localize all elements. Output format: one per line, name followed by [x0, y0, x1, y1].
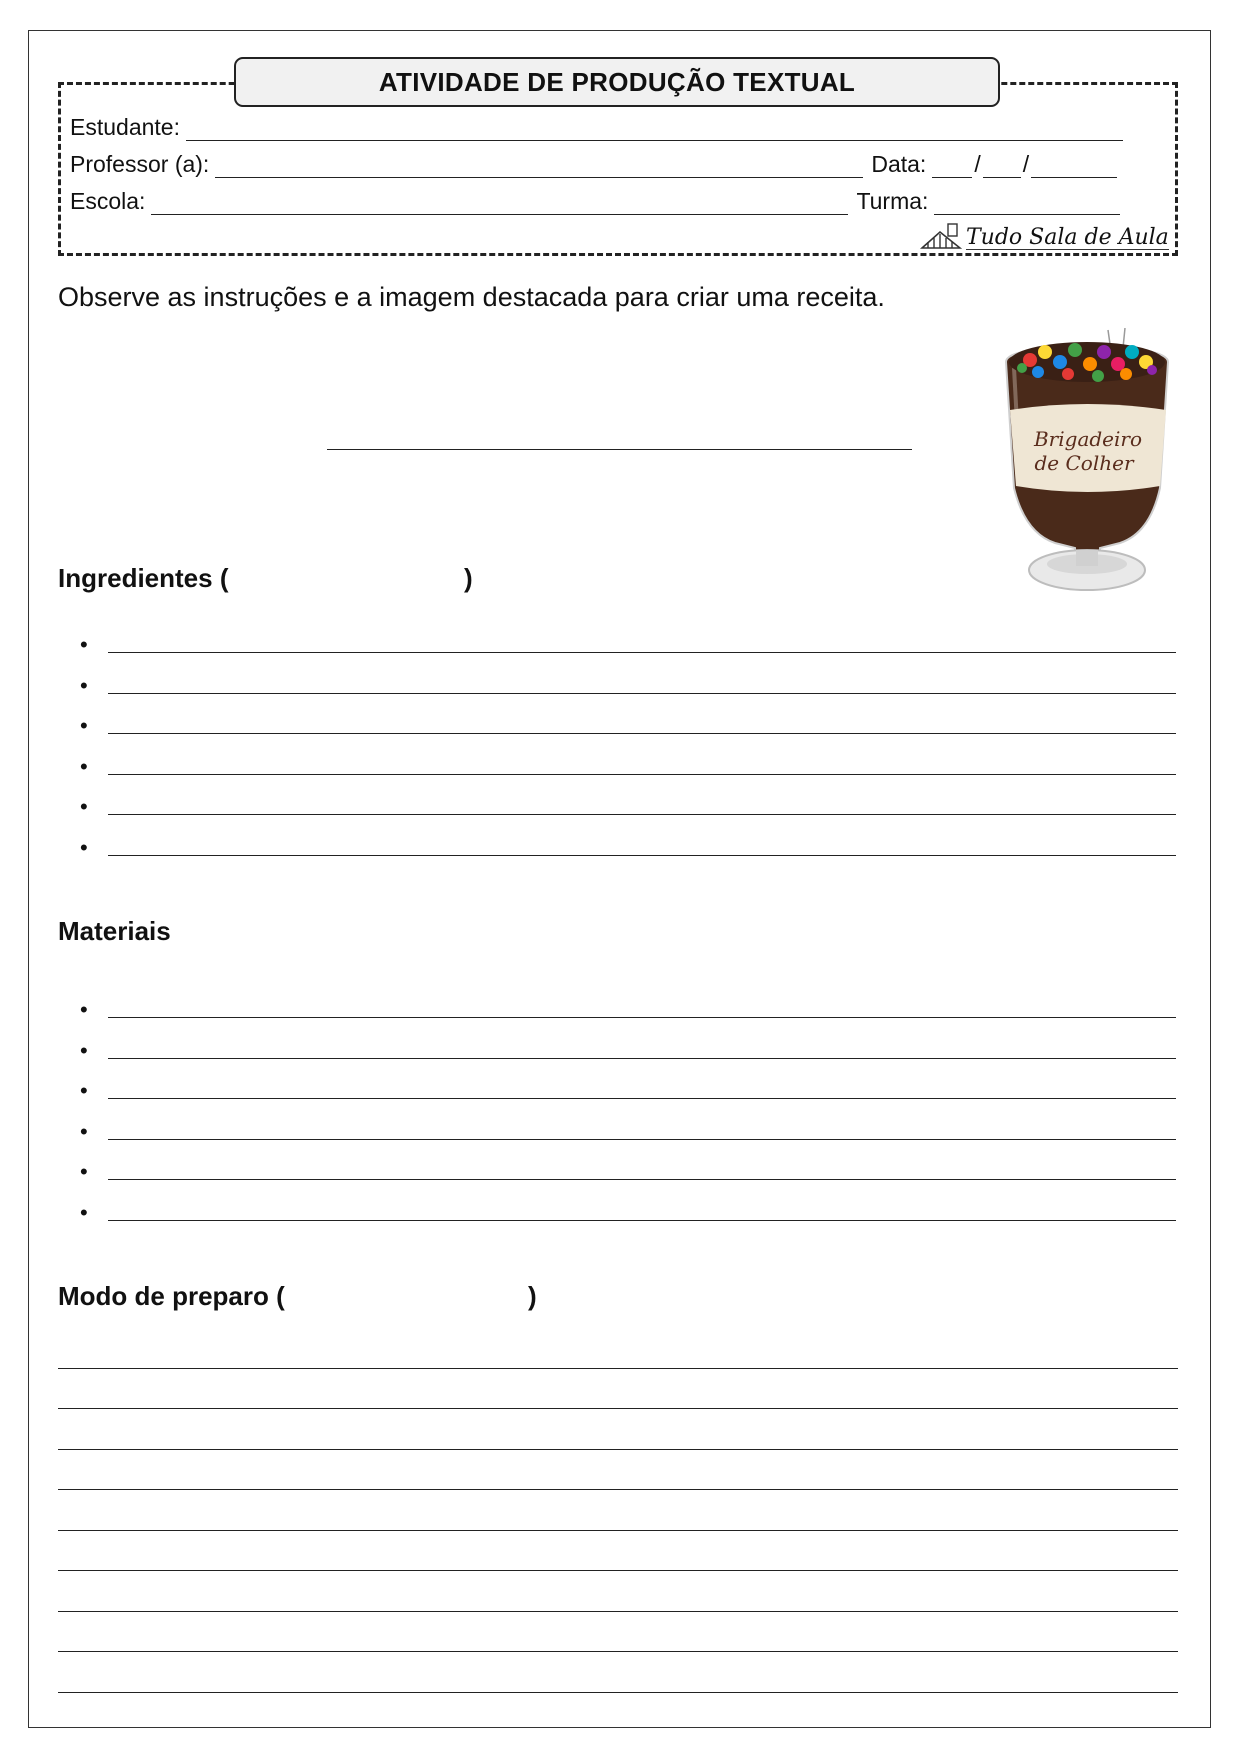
list-item	[80, 1034, 1180, 1075]
logo-text: Tudo Sala de Aula	[966, 225, 1169, 250]
ingredient-line[interactable]	[108, 693, 1176, 694]
student-field[interactable]	[186, 118, 1123, 141]
school-building-icon	[920, 222, 962, 250]
list-item	[80, 750, 1180, 791]
student-row	[70, 114, 1123, 141]
date-day-field[interactable]	[932, 155, 972, 178]
list-item	[80, 993, 1180, 1034]
material-line[interactable]	[108, 1017, 1176, 1018]
list-item	[80, 790, 1180, 831]
school-row	[70, 188, 1120, 215]
school-field[interactable]	[151, 192, 848, 215]
preparation-paren-close: )	[528, 1281, 537, 1311]
list-item	[80, 1155, 1180, 1196]
preparation-heading: Modo de preparo (	[58, 1281, 285, 1311]
ingredient-line[interactable]	[108, 652, 1176, 653]
image-label-line2: de Colher	[1034, 451, 1134, 475]
image-label-line1: Brigadeiro	[1033, 427, 1143, 451]
class-field[interactable]	[934, 192, 1120, 215]
preparation-line[interactable]	[58, 1571, 1178, 1612]
preparation-line[interactable]	[58, 1531, 1178, 1572]
list-item	[80, 1074, 1180, 1115]
bullet: •	[80, 997, 88, 1022]
preparation-lines	[58, 1328, 1178, 1693]
material-line[interactable]	[108, 1179, 1176, 1180]
teacher-field[interactable]	[215, 155, 863, 178]
material-line[interactable]	[108, 1058, 1176, 1059]
bullet: •	[80, 1118, 88, 1144]
list-item	[80, 709, 1180, 750]
bullet: •	[80, 834, 88, 860]
materials-heading: Materiais	[58, 916, 171, 946]
school-label: Escola:	[70, 188, 146, 214]
student-label: Estudante:	[70, 114, 180, 140]
date-separator: /	[1022, 151, 1030, 177]
ingredient-line[interactable]	[108, 855, 1176, 856]
bullet: •	[80, 753, 88, 779]
list-item	[80, 1115, 1180, 1156]
bullet: •	[80, 1159, 88, 1184]
bullet: •	[80, 672, 88, 698]
ingredient-line[interactable]	[108, 733, 1176, 734]
preparation-line[interactable]	[58, 1409, 1178, 1450]
bullet: •	[80, 632, 88, 657]
recipe-title-field[interactable]	[327, 449, 912, 450]
class-label: Turma:	[856, 188, 929, 214]
material-line[interactable]	[108, 1139, 1176, 1140]
bullet: •	[80, 1078, 88, 1103]
list-item	[80, 628, 1180, 669]
preparation-line[interactable]	[58, 1369, 1178, 1410]
date-field[interactable]	[932, 151, 1117, 178]
logo	[920, 222, 1169, 250]
list-item	[80, 669, 1180, 710]
ingredients-heading: Ingredientes (	[58, 563, 229, 593]
preparation-line[interactable]	[58, 1450, 1178, 1491]
preparation-line[interactable]	[58, 1652, 1178, 1693]
instruction-text: Observe as instruções e a imagem destacada para criar uma receita.	[58, 282, 885, 312]
material-line[interactable]	[108, 1098, 1176, 1099]
bullet: •	[80, 794, 88, 819]
bullet: •	[80, 1199, 88, 1225]
brigadeiro-cup-image	[1000, 328, 1175, 608]
material-line[interactable]	[108, 1220, 1176, 1221]
teacher-label: Professor (a):	[70, 151, 210, 177]
preparation-line[interactable]	[58, 1612, 1178, 1653]
activity-title: ATIVIDADE DE PRODUÇÃO TEXTUAL	[234, 57, 1000, 107]
teacher-row	[70, 151, 1117, 178]
list-item	[80, 1196, 1180, 1237]
ingredient-line[interactable]	[108, 774, 1176, 775]
bullet: •	[80, 1037, 88, 1063]
date-separator: /	[974, 151, 981, 177]
preparation-line[interactable]	[58, 1490, 1178, 1531]
date-month-field[interactable]	[983, 155, 1021, 178]
bullet: •	[80, 713, 88, 738]
list-item	[80, 831, 1180, 872]
ingredients-paren-close: )	[464, 563, 473, 593]
date-year-field[interactable]	[1031, 155, 1117, 178]
preparation-line[interactable]	[58, 1328, 1178, 1369]
date-label: Data:	[871, 151, 927, 177]
ingredients-list	[80, 628, 1180, 871]
ingredient-line[interactable]	[108, 814, 1176, 815]
materials-list	[80, 993, 1180, 1236]
